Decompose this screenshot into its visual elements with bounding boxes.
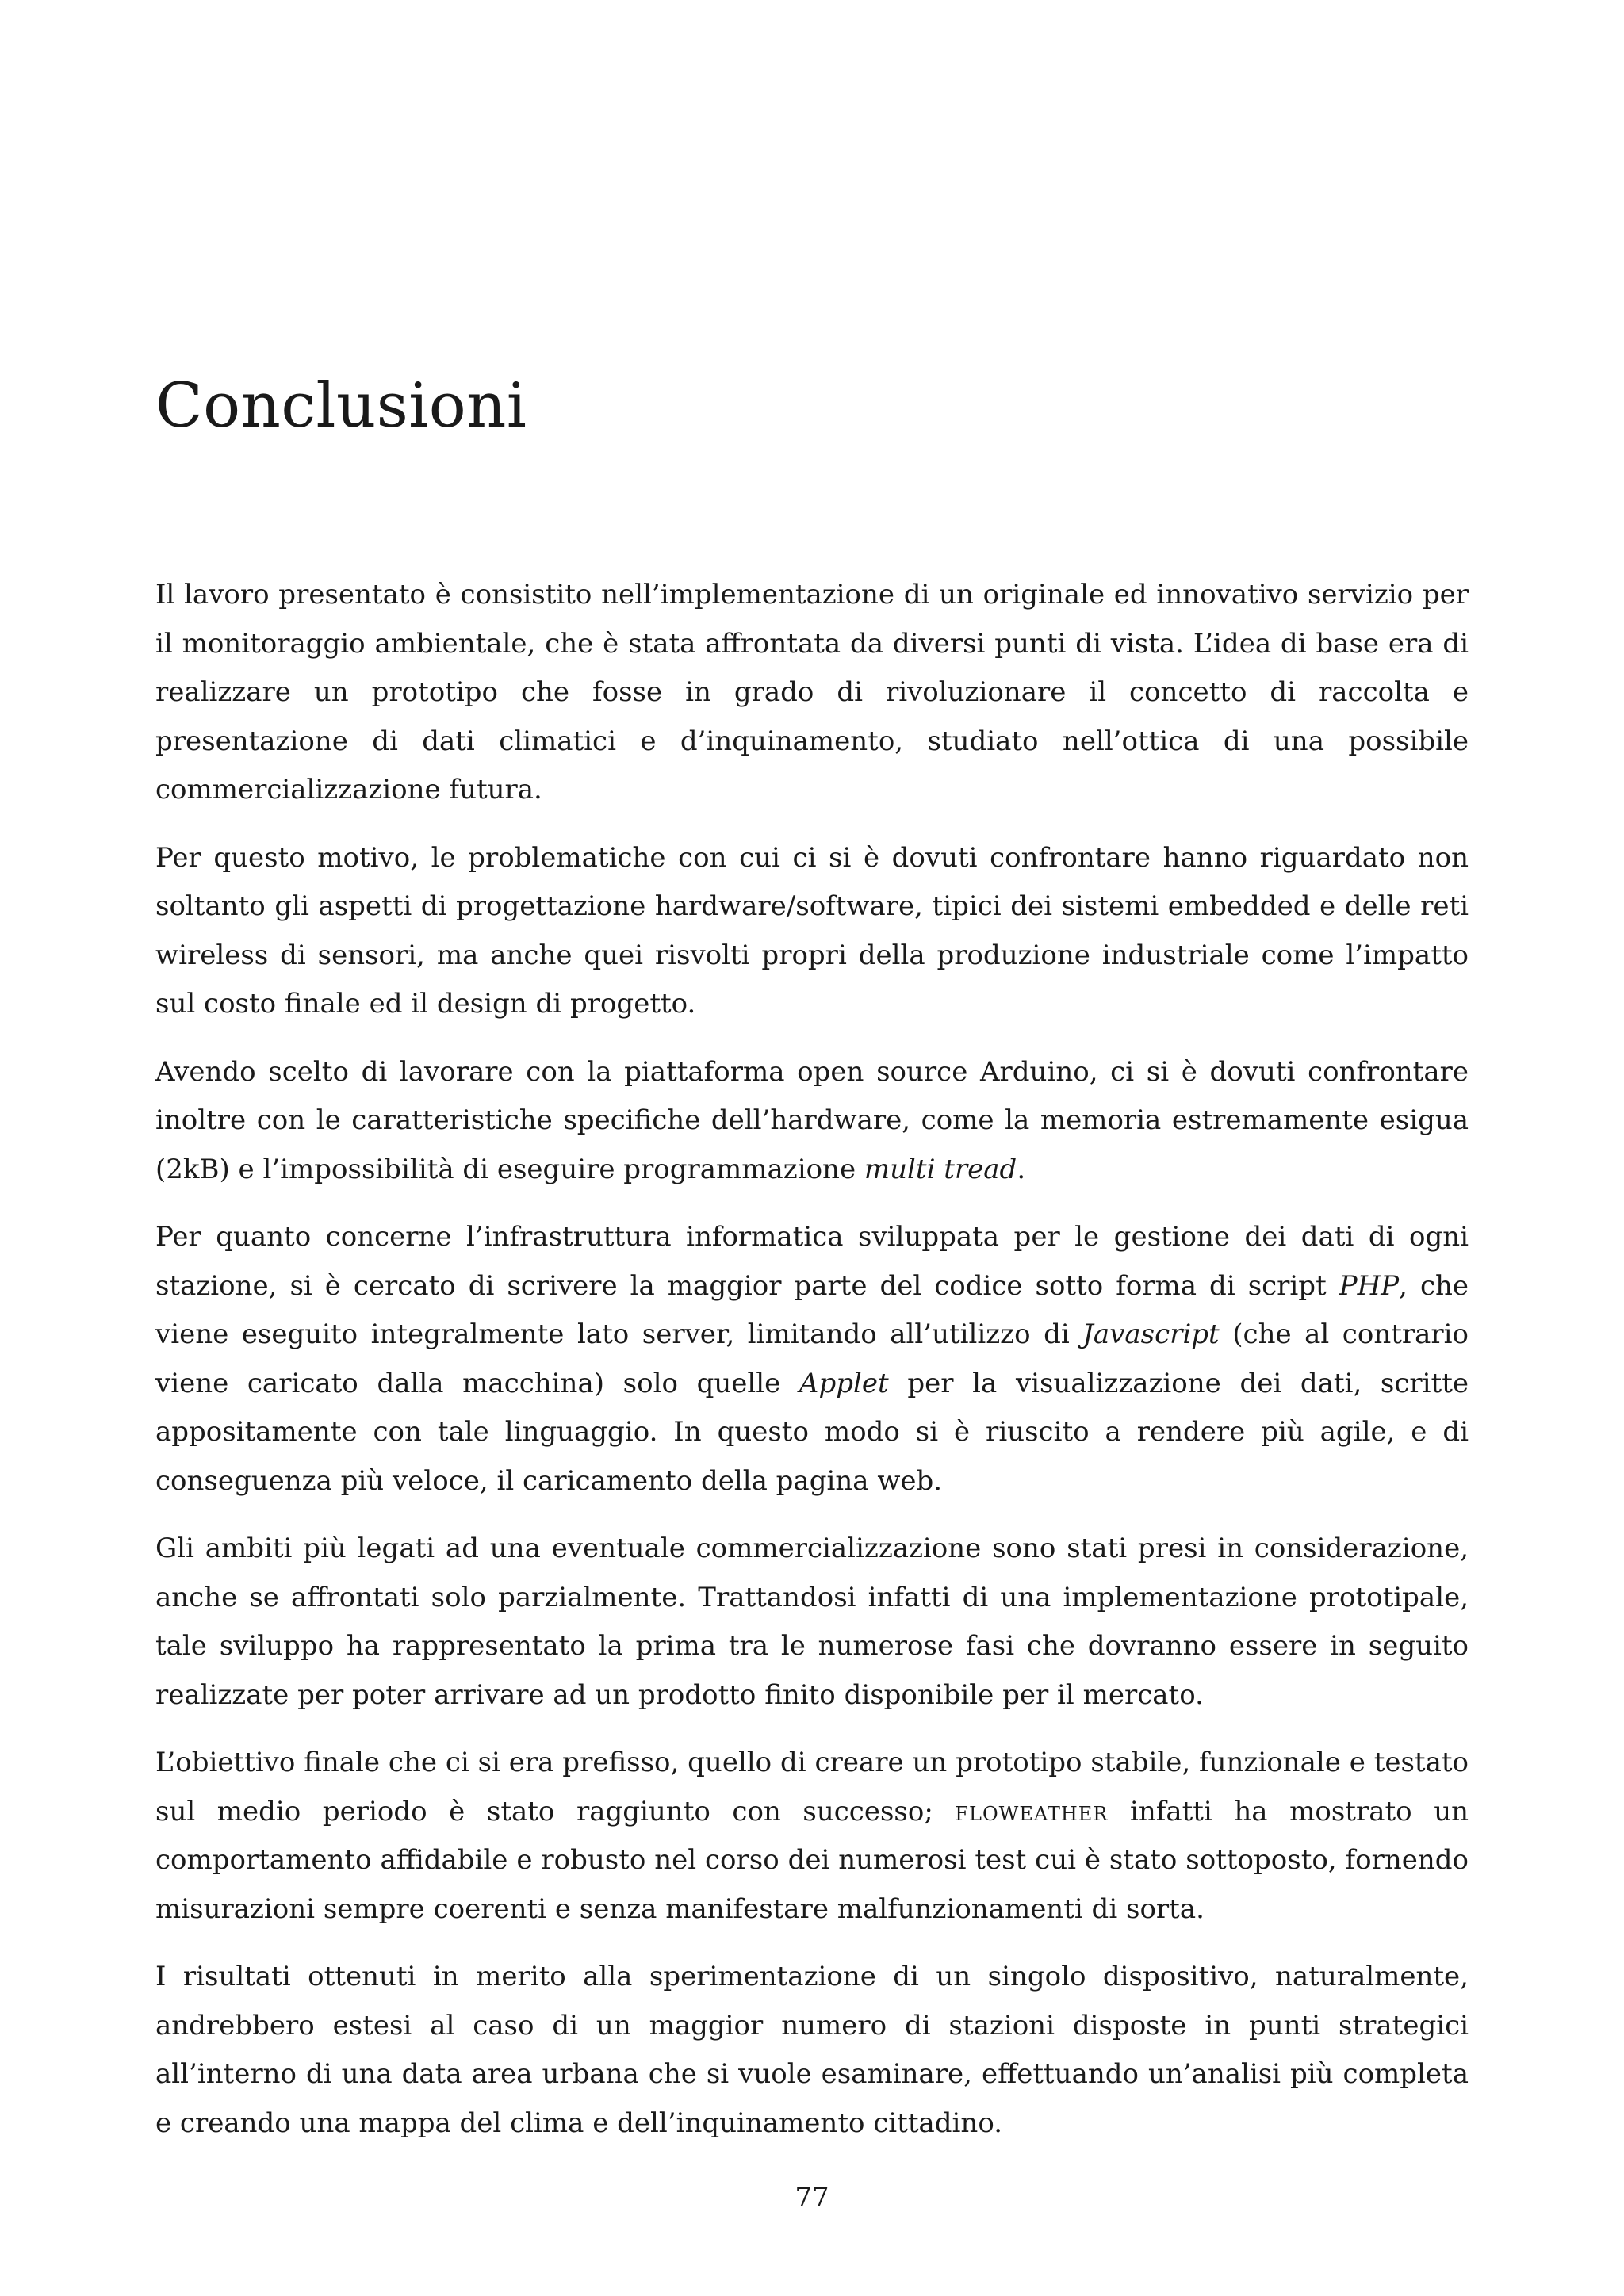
- text-run: I risultati ottenuti in merito alla sperimentazione di un singolo dispositivo, naturalmente, andrebbero estesi al caso di un maggior numero di stazioni disposte in punti strategici all’interno di una data area urbana che si vuole esaminare, effettuando un’analisi più completa e creando una mappa del clima e dell’inquinamento cittadino.: [155, 1961, 1469, 2139]
- text-run: Avendo scelto di lavorare con la piattaforma open source Arduino, ci si è dovuti confrontare inoltre con le caratteristiche specifiche dell’hardware, come la memoria estremamente esigua (2kB) e l’impossibilità di eseguire programmazione: [155, 1055, 1469, 1185]
- italic-term: Applet: [799, 1367, 889, 1399]
- text-run: Per quanto concerne l’infrastruttura informatica sviluppata per le gestione dei dati di ogni stazione, si è cercato di scrivere la maggior parte del codice sotto forma di script: [155, 1221, 1469, 1302]
- text-run: Gli ambiti più legati ad una eventuale commercializzazione sono stati presi in considerazione, anche se affrontati solo parzialmente. Trattandosi infatti di una implementazione prototipale, tale sviluppo ha rappresentato la prima tra le numerose fasi che dovranno essere in seguito realizzate per poter arrivare ad un prodotto finito disponibile per il mercato.: [155, 1533, 1469, 1711]
- product-name: floweather: [955, 1795, 1109, 1827]
- text-run: L’obiettivo finale che ci si era prefisso, quello di creare un prototipo stabile, funzionale e testato sul medio periodo è stato raggiunto con successo;: [155, 1747, 1469, 1827]
- text-run: .: [1017, 1153, 1026, 1185]
- text-run: Il lavoro presentato è consistito nell’implementazione di un originale ed innovativo servizio per il monitoraggio ambientale, che è stata affrontata da diversi punti di vista. L’idea di base era di realizzare un prototipo che fosse in grado di rivoluzionare il concetto di raccolta e presentazione di dati climatici e d’inquinamento, studiato nell’ottica di una possibile commercializzazione futura.: [155, 579, 1469, 806]
- paragraph: [155, 1739, 1469, 1934]
- paragraph: [155, 1953, 1469, 2148]
- chapter-title: Conclusioni: [155, 370, 527, 442]
- paragraph: [155, 1213, 1469, 1506]
- text-run: infatti ha mostrato un comportamento affidabile e robusto nel corso dei numerosi test cui è stato sottoposto, fornendo misurazioni sempre coerenti e senza manifestare malfunzionamenti di sorta.: [155, 1795, 1469, 1925]
- paragraph: [155, 834, 1469, 1029]
- italic-term: PHP: [1339, 1269, 1400, 1302]
- paragraph: [155, 1048, 1469, 1195]
- italic-term: Javascript: [1082, 1318, 1220, 1350]
- text-run: per la visualizzazione dei dati, scritte appositamente con tale linguaggio. In questo modo si è riuscito a rendere più agile, e di conseguenza più veloce, il caricamento della pagina web.: [155, 1367, 1469, 1497]
- paragraph: [155, 1525, 1469, 1720]
- italic-term: multi tread: [864, 1153, 1017, 1185]
- text-run: , che viene eseguito integralmente lato server, limitando all’utilizzo di: [155, 1269, 1469, 1350]
- text-run: Per questo motivo, le problematiche con cui ci si è dovuti confrontare hanno riguardato non soltanto gli aspetti di progettazione hardware/software, tipici dei sistemi embedded e delle reti wireless di sensori, ma anche quei risvolti propri della produzione industriale come l’impatto sul costo finale ed il design di progetto.: [155, 841, 1469, 1020]
- page-number: 77: [795, 2182, 829, 2214]
- body-text: [155, 571, 1469, 2167]
- paragraph: [155, 571, 1469, 815]
- text-run: (che al contrario viene caricato dalla macchina) solo quelle: [155, 1318, 1469, 1399]
